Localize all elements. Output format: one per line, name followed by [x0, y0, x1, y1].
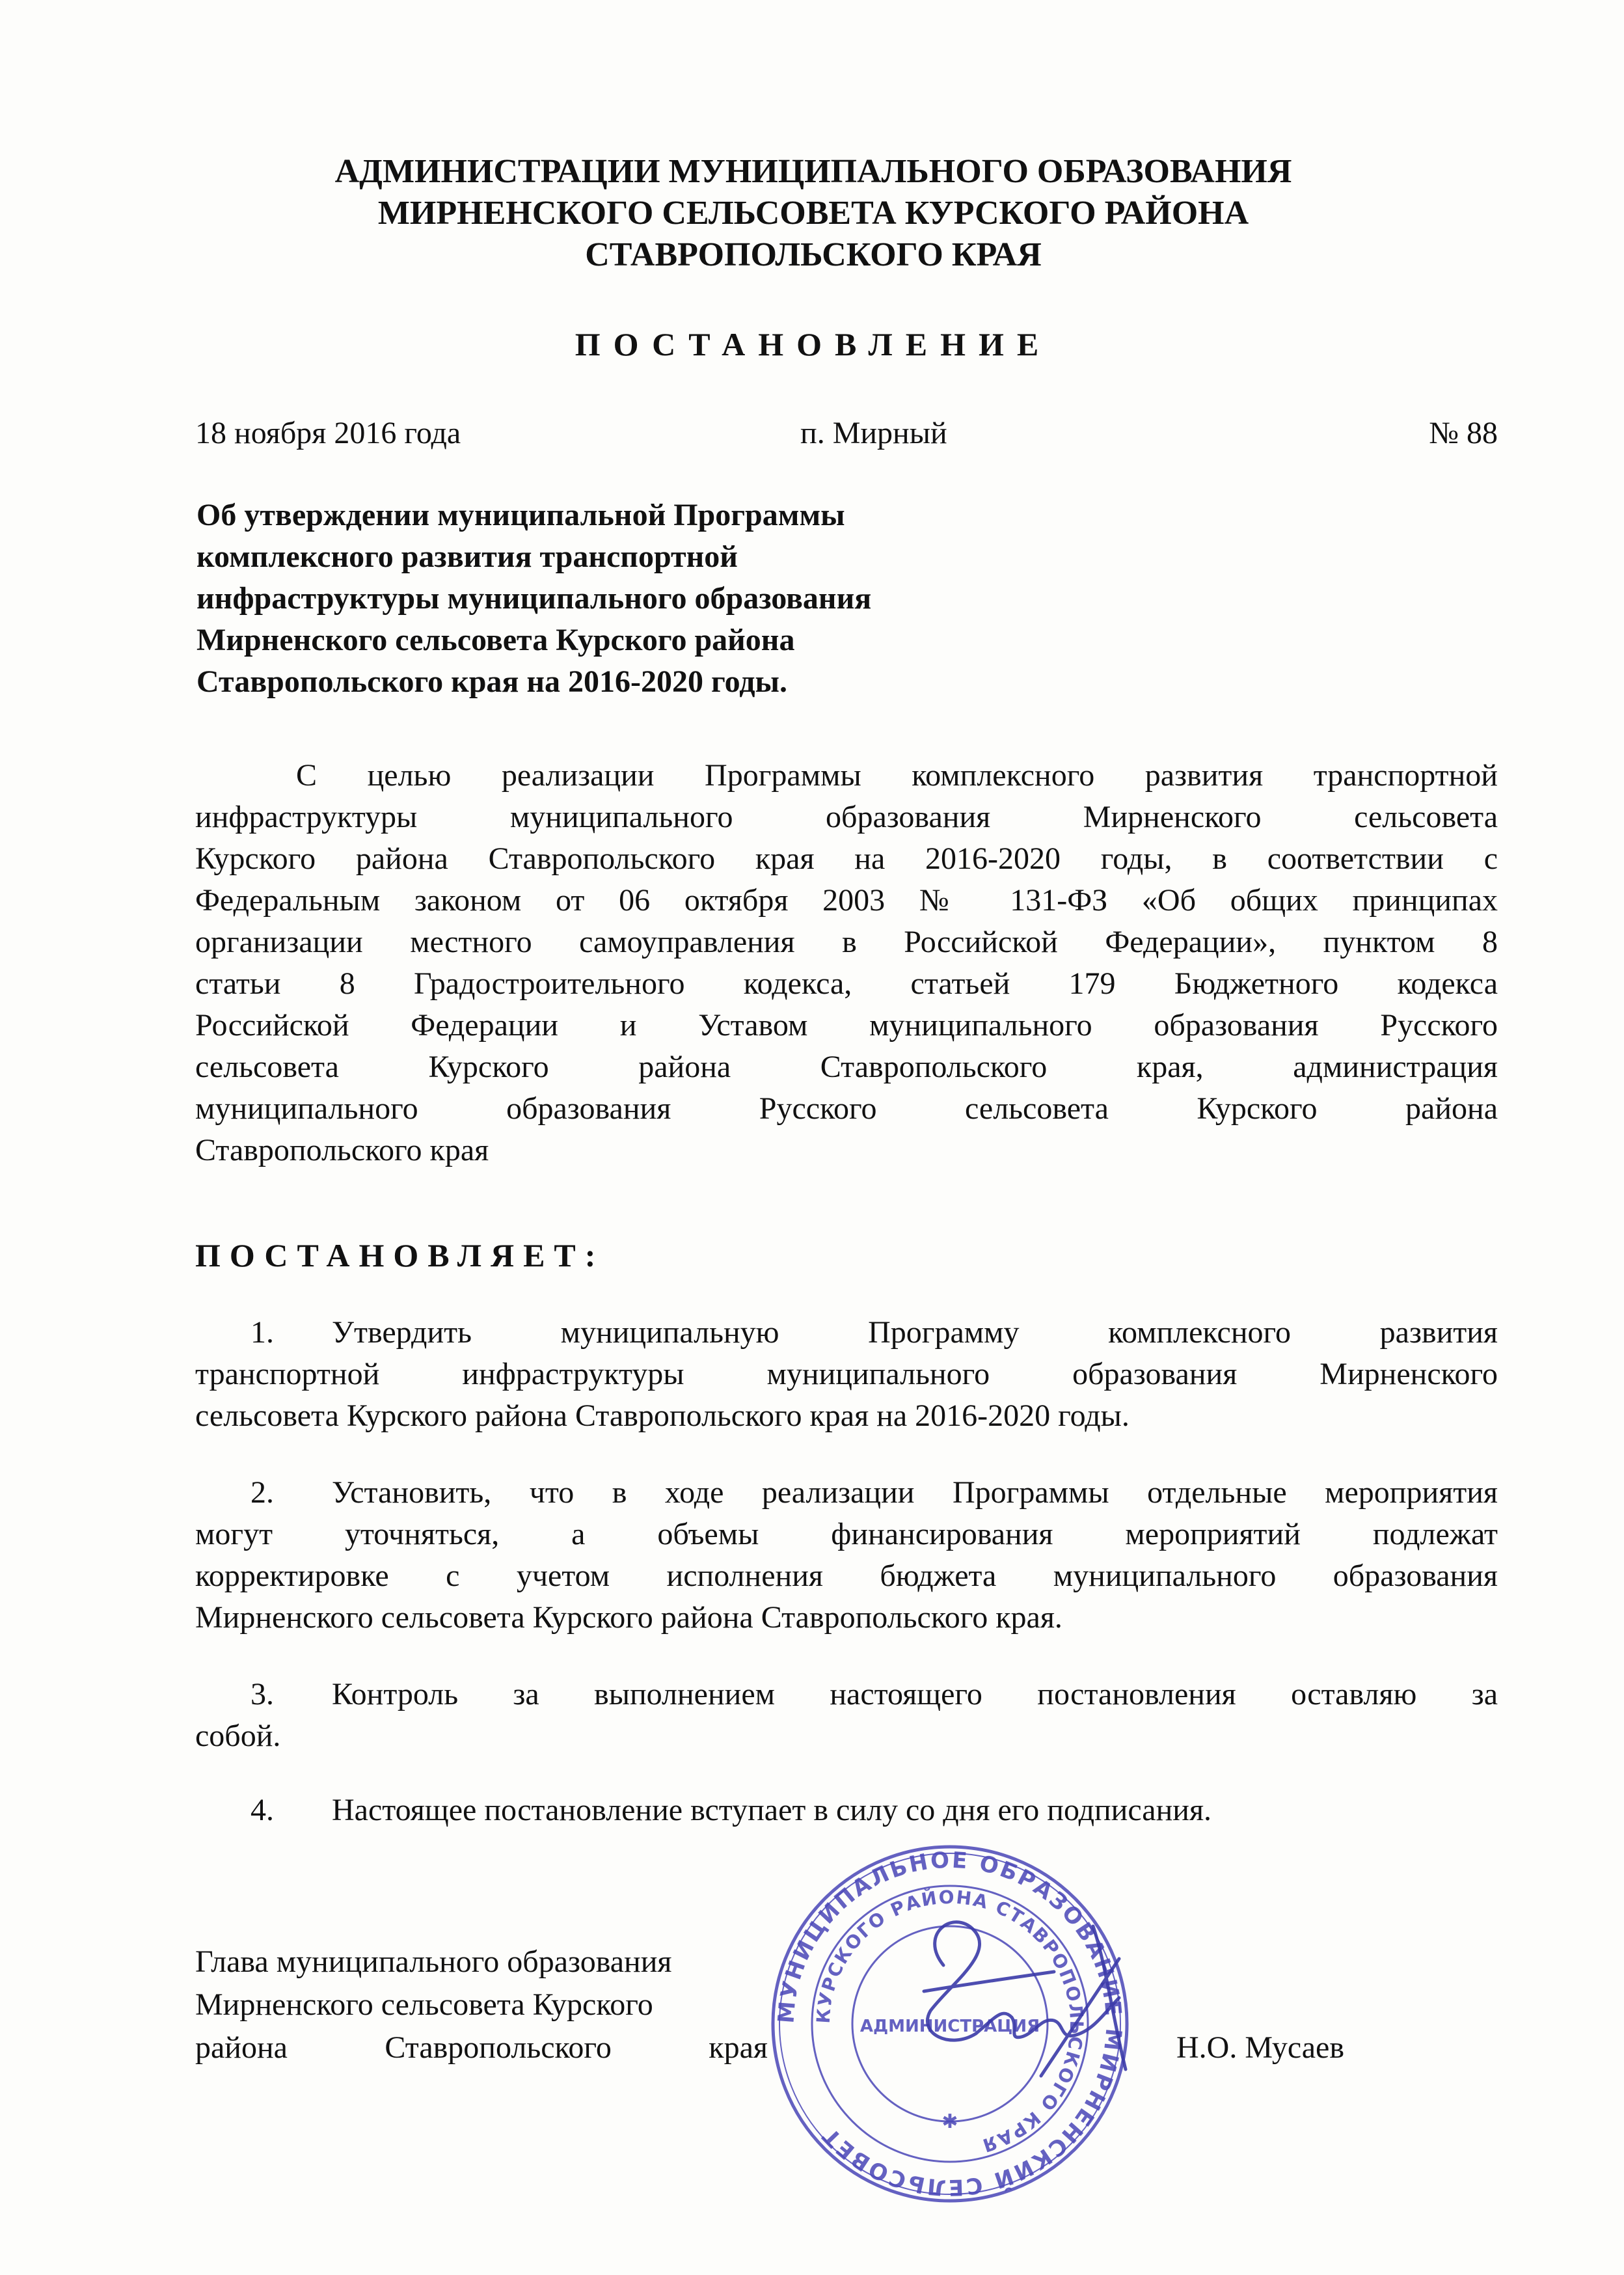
preamble-line: С целью реализации Программы комплексного развития транспортной [296, 758, 1498, 793]
document-place: п. Мирный [800, 416, 947, 450]
preamble-line: Российской Федерации и Уставом муниципального образования Русского [195, 1008, 1498, 1042]
document-meta-row [195, 414, 1498, 453]
subject-line: инфраструктуры муниципального образования [196, 581, 872, 616]
preamble-line: Федеральным законом от 06 октября 2003 № 131-ФЗ «Об общих принципах [195, 883, 1498, 918]
preamble-line: Ставропольского края [195, 1133, 489, 1167]
resolution-item [195, 1674, 1498, 1757]
preamble-paragraph [195, 755, 1498, 1171]
signature-block [195, 1941, 768, 2069]
preamble-line: инфраструктуры муниципального образования Мирненского сельсовета [195, 800, 1498, 834]
preamble-line: статьи 8 Градостроительного кодекса, статьей 179 Бюджетного кодекса [195, 966, 1498, 1001]
item-line: транспортной инфраструктуры муниципального образования Мирненского [195, 1357, 1498, 1391]
signatory-position-line: района Ставропольского края [195, 2030, 768, 2065]
preamble-line: муниципального образования Русского сельсовета Курского района [195, 1091, 1498, 1126]
item-number: 2. [250, 1475, 274, 1510]
subject-line: Об утверждении муниципальной Программы [196, 498, 845, 532]
preamble-line: Курского района Ставропольского края на 2016-2020 годы, в соответствии с [195, 841, 1498, 876]
item-line: Контроль за выполнением настоящего постановления оставляю за [332, 1677, 1498, 1711]
signatory-position-line: Мирненского сельсовета Курского [195, 1987, 653, 2022]
subject-line: Ставропольского края на 2016-2020 годы. [196, 664, 788, 699]
resolves-heading: ПОСТАНОВЛЯЕТ: [195, 1237, 605, 1274]
item-number: 4. [250, 1793, 274, 1827]
resolution-item [195, 1790, 1498, 1831]
preamble-line: сельсовета Курского района Ставропольского края, администрация [195, 1050, 1498, 1084]
header-line-2: МИРНЕНСКОГО СЕЛЬСОВЕТА КУРСКОГО РАЙОНА [377, 195, 1249, 232]
item-line: Утвердить муниципальную Программу комплексного развития [332, 1315, 1498, 1350]
document-number: № 88 [1429, 416, 1498, 450]
signatory-position-line: Глава муниципального образования [195, 1944, 672, 1979]
subject-line: Мирненского сельсовета Курского района [196, 623, 795, 657]
document-date: 18 ноября 2016 года [195, 416, 461, 450]
item-line: Настоящее постановление вступает в силу со дня его подписания. [332, 1793, 1212, 1827]
signatory-name: Н.О. Мусаев [1176, 2030, 1344, 2065]
header-line-3: СТАВРОПОЛЬСКОГО КРАЯ [585, 236, 1042, 273]
resolution-item [195, 1472, 1498, 1639]
item-line: Установить, что в ходе реализации Программы отдельные мероприятия [332, 1475, 1498, 1510]
item-line: корректировке с учетом исполнения бюджета муниципального образования [195, 1559, 1498, 1593]
item-number: 3. [250, 1677, 274, 1711]
subject-line: комплексного развития транспортной [196, 539, 738, 574]
item-line: собой. [195, 1719, 281, 1753]
stamp-inner-text: КУРСКОГО РАЙОНА СТАВРОПОЛЬСКОГО КРАЯ [812, 1886, 1088, 2157]
handwritten-signature [846, 1887, 1145, 2095]
item-line: сельсовета Курского района Ставропольского края на 2016-2020 годы. [195, 1398, 1130, 1433]
document-subject [196, 495, 871, 703]
stamp-outer-text: МУНИЦИПАЛЬНОЕ ОБРАЗОВАНИЕ МИРНЕНСКИЙ СЕЛЬСОВЕТ [773, 1847, 1127, 2201]
stamp-star-icon: ✱ [941, 2111, 958, 2132]
document-header [195, 151, 1431, 276]
item-number: 1. [250, 1315, 274, 1350]
document-type-title: ПОСТАНОВЛЕНИЕ [575, 326, 1052, 362]
item-line: Мирненского сельсовета Курского района Ставропольского края. [195, 1600, 1062, 1635]
stamp-center-text: АДМИНИСТРАЦИЯ [859, 2017, 1040, 2036]
preamble-line: организации местного самоуправления в Российской Федерации», пунктом 8 [195, 925, 1498, 959]
resolution-item [195, 1312, 1498, 1437]
header-line-1: АДМИНИСТРАЦИИ МУНИЦИПАЛЬНОГО ОБРАЗОВАНИЯ [334, 153, 1292, 190]
item-line: могут уточняться, а объемы финансирования мероприятий подлежат [195, 1517, 1498, 1551]
